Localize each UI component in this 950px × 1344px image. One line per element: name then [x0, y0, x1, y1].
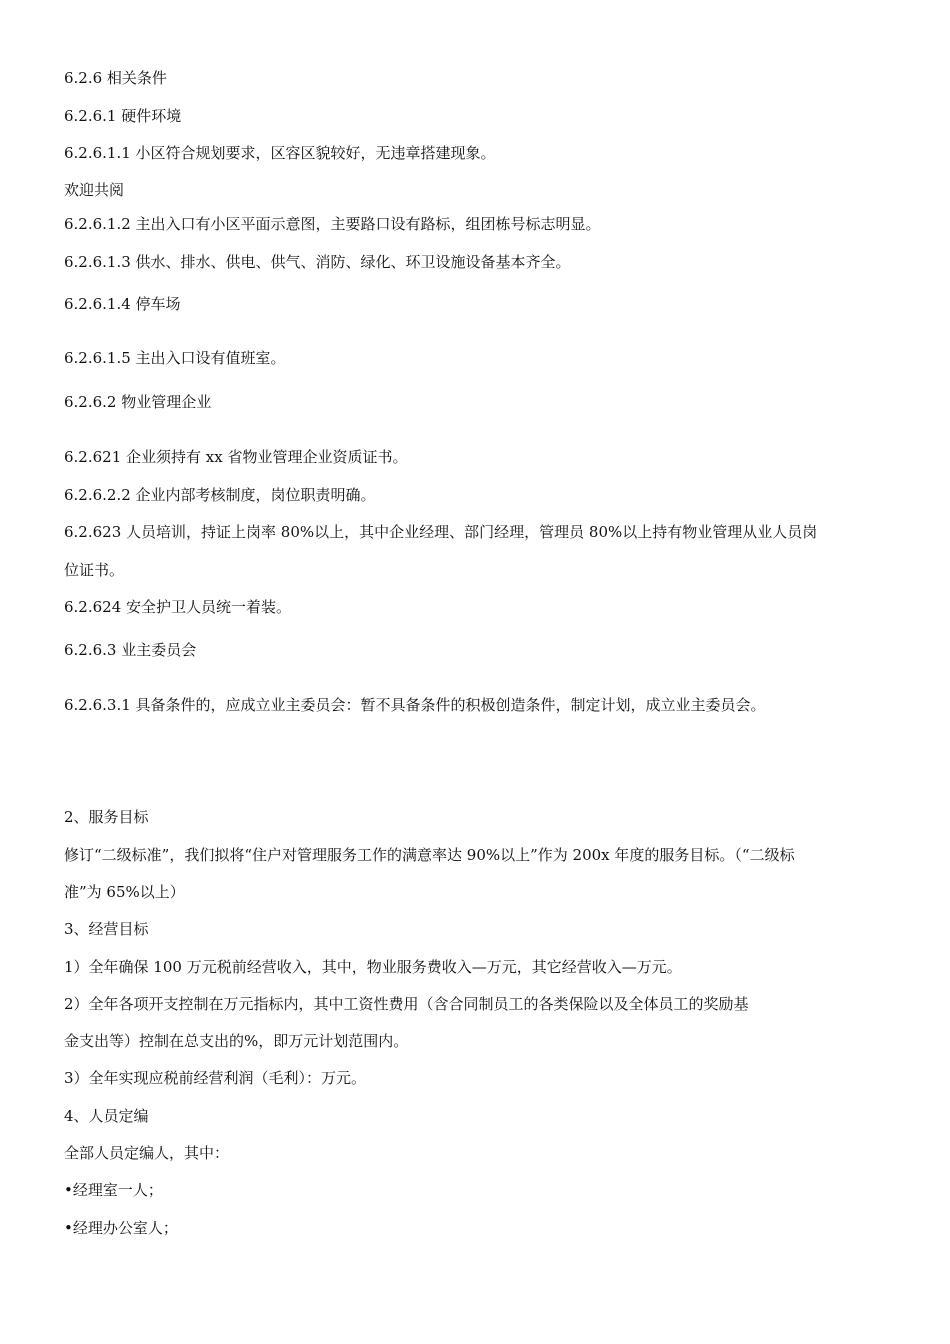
item-6-2-6-3-1: 6.2.6.3.1 具备条件的，应成立业主委员会：暂不具备条件的积极创造条件，制定计划，成立业主委员会。 [64, 696, 766, 714]
business-goal-item-1: 1）全年确保 100 万元税前经营收入，其中，物业服务费收入—万元，其它经营收入—万元。 [64, 958, 682, 976]
item-6-2-6-2-1: 6.2.621 企业须持有 xx 省物业管理企业资质证书。 [64, 448, 408, 466]
business-goal-item-3: 3）全年实现应税前经营利润（毛利）：万元。 [64, 1069, 367, 1087]
heading-staffing: 4、人员定编 [64, 1107, 149, 1125]
item-6-2-6-2-2: 6.2.6.2.2 企业内部考核制度，岗位职责明确。 [64, 486, 376, 504]
heading-6-2-6-1: 6.2.6.1 硬件环境 [64, 107, 182, 125]
item-6-2-6-1-3: 6.2.6.1.3 供水、排水、供电、供气、消防、绿化、环卫设施设备基本齐全。 [64, 253, 571, 271]
item-6-2-6-2-4: 6.2.624 安全护卫人员统一着装。 [64, 598, 292, 616]
item-6-2-6-1-2: 6.2.6.1.2 主出入口有小区平面示意图，主要路口设有路标，组团栋号标志明显。 [64, 215, 601, 233]
service-goal-text: 修订“二级标准”，我们拟将“住户对管理服务工作的满意率达 90%以上”作为 200x 年度的服务目标。（“二级标 [64, 846, 795, 864]
item-6-2-6-1-4: 6.2.6.1.4 停车场 [64, 295, 181, 313]
item-6-2-6-2-3-continued: 位证书。 [64, 561, 125, 579]
watermark-text: 欢迎共阅 [64, 181, 125, 199]
heading-6-2-6: 6.2.6 相关条件 [64, 69, 167, 87]
staffing-item-manager-admin-office: •经理办公室人； [64, 1219, 178, 1237]
staffing-intro: 全部人员定编人，其中： [64, 1144, 230, 1162]
heading-business-goal: 3、经营目标 [64, 920, 149, 938]
heading-service-goal: 2、服务目标 [64, 808, 149, 826]
heading-6-2-6-2: 6.2.6.2 物业管理企业 [64, 393, 212, 411]
item-6-2-6-1-1: 6.2.6.1.1 小区符合规划要求，区容区貌较好，无违章搭建现象。 [64, 144, 496, 162]
heading-6-2-6-3: 6.2.6.3 业主委员会 [64, 641, 197, 659]
service-goal-text-continued: 准”为 65%以上） [64, 883, 185, 901]
item-6-2-6-1-5: 6.2.6.1.5 主出入口设有值班室。 [64, 349, 286, 367]
staffing-item-manager-office: •经理室一人； [64, 1181, 163, 1199]
business-goal-item-2: 2）全年各项开支控制在万元指标内，其中工资性费用（含合同制员工的各类保险以及全体员工的奖励基 [64, 995, 749, 1013]
item-6-2-6-2-3: 6.2.623 人员培训，持证上岗率 80%以上，其中企业经理、部门经理，管理员 80%以上持有物业管理从业人员岗 [64, 523, 818, 541]
business-goal-item-2-continued: 金支出等）控制在总支出的%，即万元计划范围内。 [64, 1032, 409, 1050]
